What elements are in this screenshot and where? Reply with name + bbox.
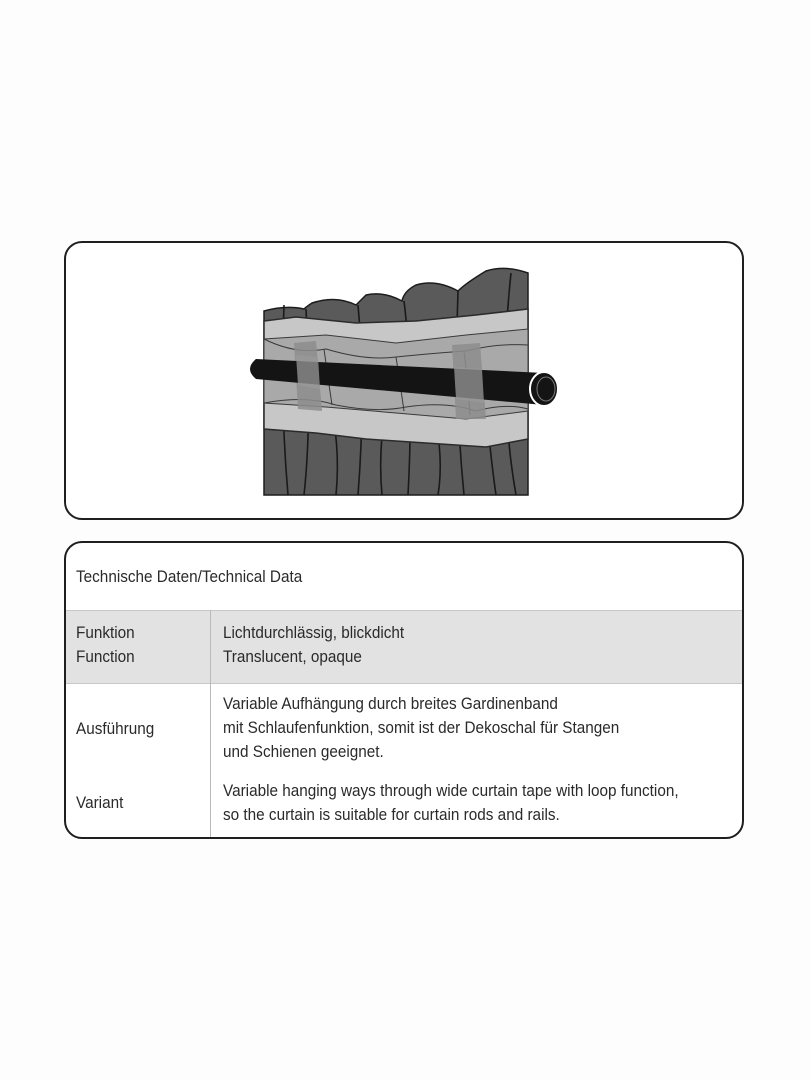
function-label-de: Funktion xyxy=(76,623,135,642)
table-title: Technische Daten/Technical Data xyxy=(76,567,303,586)
variant-value-de-line: und Schienen geeignet. xyxy=(223,742,384,761)
variant-value-en xyxy=(223,779,679,827)
function-value xyxy=(223,621,404,669)
variant-label-en: Variant xyxy=(76,793,124,812)
function-value-en: Translucent, opaque xyxy=(223,647,362,666)
technical-data-table xyxy=(64,541,744,839)
variant-value-de-line: mit Schlaufenfunktion, somit ist der Dekoschal für Stangen xyxy=(223,718,620,737)
variant-label-de: Ausführung xyxy=(76,719,155,738)
variant-value-de-line: Variable Aufhängung durch breites Gardinenband xyxy=(223,694,558,713)
variant-value-en-line: Variable hanging ways through wide curtain tape with loop function, xyxy=(223,781,679,800)
function-label xyxy=(76,621,135,669)
function-label-en: Function xyxy=(76,647,135,666)
variant-value-en-line: so the curtain is suitable for curtain rods and rails. xyxy=(223,805,560,824)
column-divider xyxy=(210,610,211,839)
variant-value-de xyxy=(223,692,619,764)
function-value-de: Lichtdurchlässig, blickdicht xyxy=(223,623,405,642)
curtain-rod-illustration xyxy=(66,243,742,518)
illustration-panel xyxy=(64,241,744,520)
